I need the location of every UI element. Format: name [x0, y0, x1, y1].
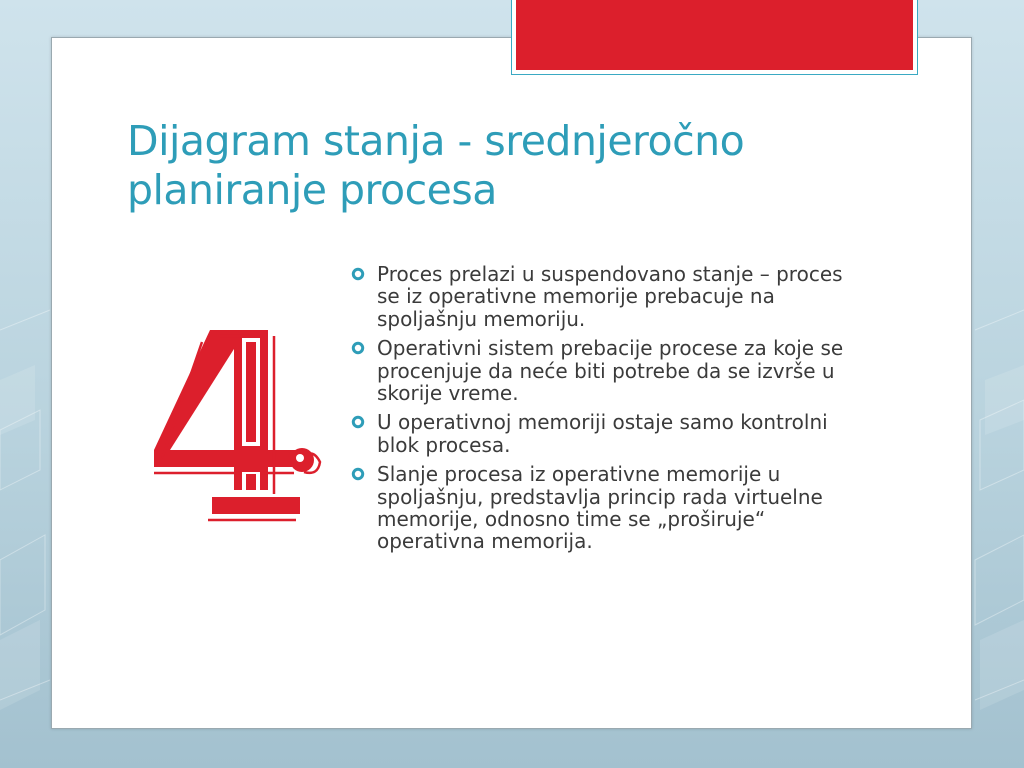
circle-bullet-icon	[351, 341, 365, 355]
red-accent-tab	[511, 0, 918, 75]
bullet-list	[350, 263, 870, 560]
slide-title: Dijagram stanja - srednjeročno planiranje procesa	[127, 117, 745, 215]
bullet-item	[350, 337, 870, 404]
bullet-text: Operativni sistem prebacije procese za koje se procenjuje da neće biti potrebe da se izvrše u skorije vreme.	[377, 336, 844, 405]
circle-bullet-icon	[351, 467, 365, 481]
red-accent-fill	[516, 0, 913, 70]
bullet-item	[350, 411, 870, 456]
circle-bullet-icon	[351, 267, 365, 281]
circle-bullet-icon	[351, 415, 365, 429]
bullet-text: U operativnoj memoriji ostaje samo kontrolni blok procesa.	[377, 410, 828, 457]
bullet-text: Proces prelazi u suspendovano stanje – proces se iz operativne memorije prebacuje na spoljašnju memoriju.	[377, 262, 843, 331]
bullet-item	[350, 263, 870, 330]
bullet-item	[350, 463, 870, 553]
bullet-text: Slanje procesa iz operativne memorije u spoljašnju, predstavlja princip rada virtuelne memorije, odnosno time se „proširuje“ operativna memorija.	[377, 462, 823, 554]
numeral-four-graphic	[150, 322, 325, 527]
